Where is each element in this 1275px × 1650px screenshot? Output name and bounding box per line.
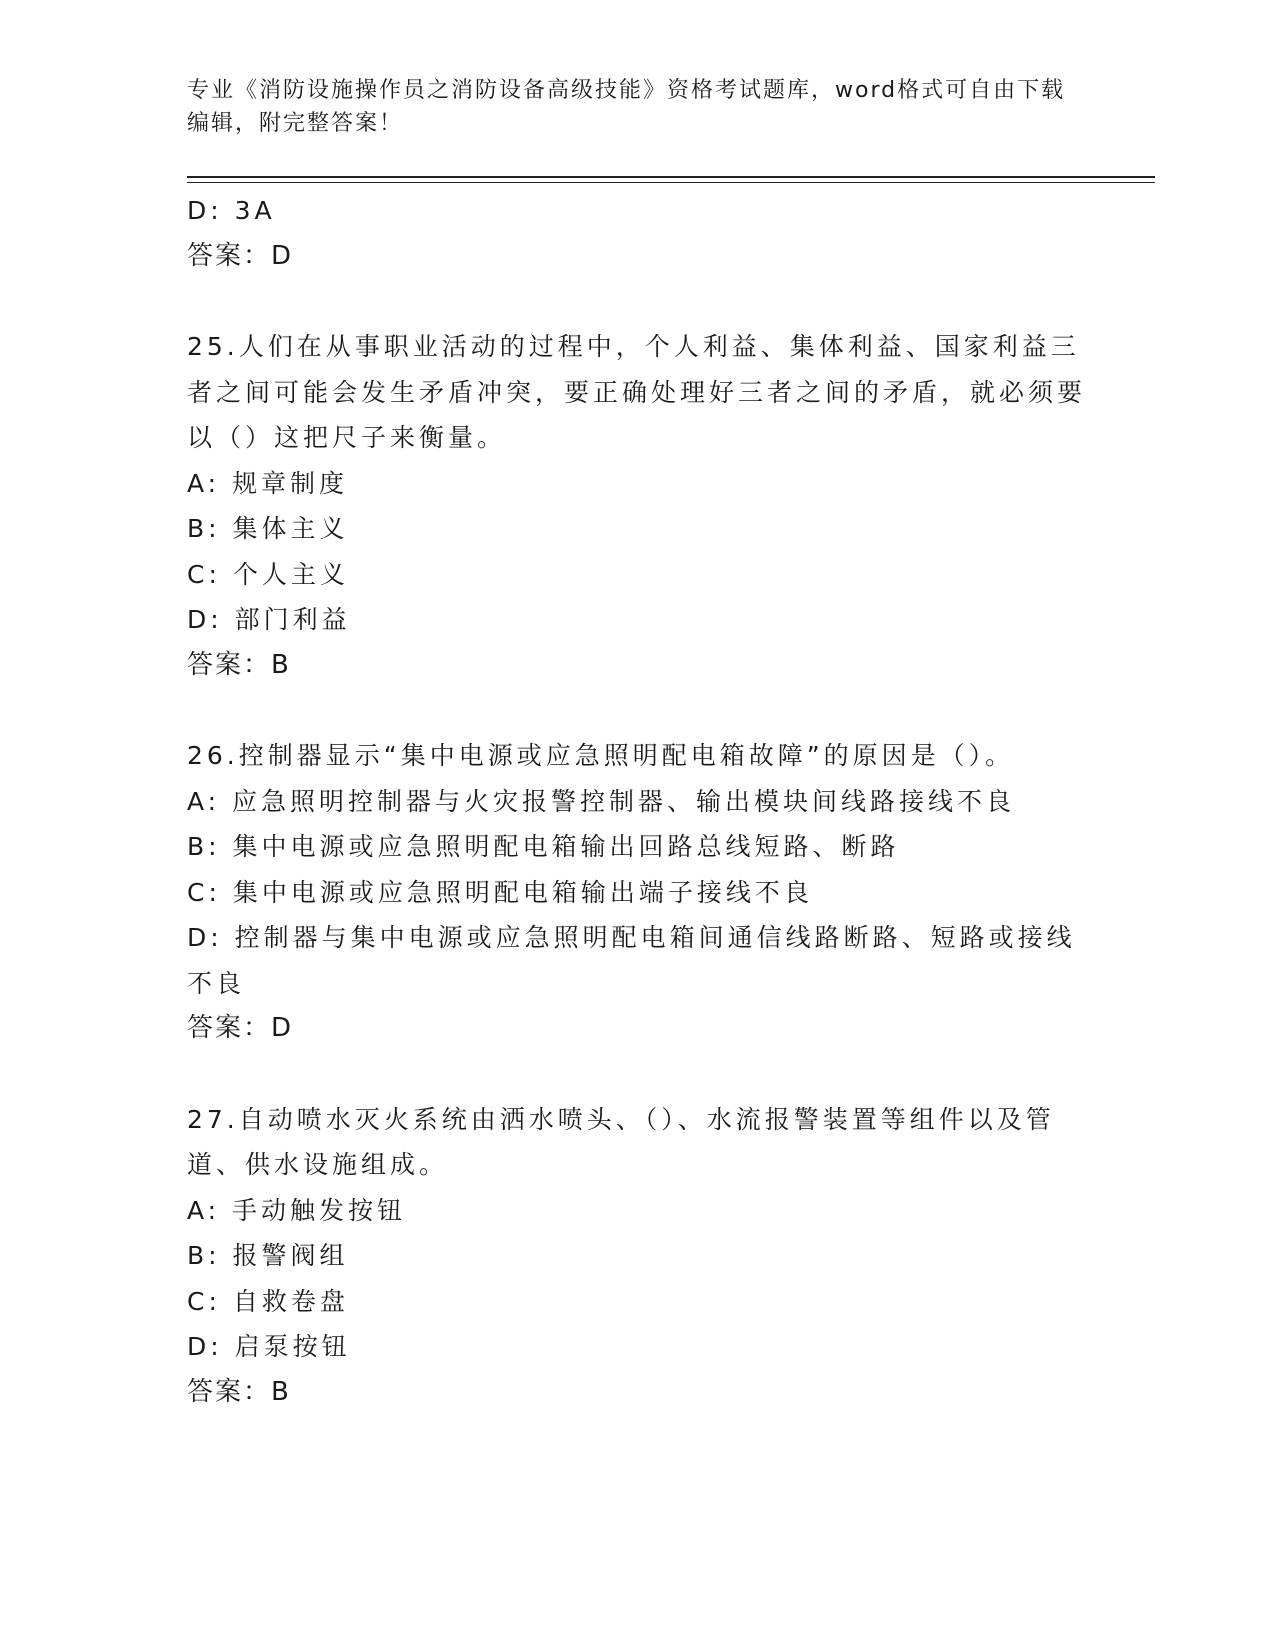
spacer xyxy=(187,1052,1087,1097)
option-c: C: 集中电源或应急照明配电箱输出端子接线不良 xyxy=(187,877,813,907)
question-26 xyxy=(187,733,1087,1052)
question-stem: 25.人们在从事职业活动的过程中，个人利益、集体利益、国家利益三者之间可能会发生矛盾冲突，要正确处理好三者之间的矛盾，就必须要以（）这把尺子来衡量。 xyxy=(187,332,1087,452)
question-27 xyxy=(187,1097,1087,1416)
option-a: A: 规章制度 xyxy=(187,468,349,498)
question-stem: 27.自动喷水灭火系统由洒水喷头、（）、水流报警装置等组件以及管道、供水设施组成。 xyxy=(187,1104,1055,1179)
answer: 答案：B xyxy=(187,1376,291,1407)
spacer xyxy=(187,279,1087,324)
option-c: C: 自救卷盘 xyxy=(187,1286,349,1316)
option-d: D: 部门利益 xyxy=(187,605,351,634)
option-c: C: 个人主义 xyxy=(187,559,349,589)
option-a: A: 手动触发按钮 xyxy=(187,1195,407,1225)
answer-prev: 答案：D xyxy=(187,240,294,271)
option-b: B: 集体主义 xyxy=(187,514,349,543)
spacer xyxy=(187,688,1087,733)
option-b: B: 报警阀组 xyxy=(187,1241,349,1270)
answer: 答案：D xyxy=(187,1013,294,1043)
document-header: 专业《消防设施操作员之消防设备高级技能》资格考试题库，word格式可自由下载编辑，附完整答案！ xyxy=(187,78,1066,136)
option-d: D: 控制器与集中电源或应急照明配电箱间通信线路断路、短路或接线不良 xyxy=(187,923,1076,998)
option-b: B: 集中电源或应急照明配电箱输出回路总线短路、断路 xyxy=(187,832,900,861)
question-stem: 26.控制器显示“集中电源或应急照明配电箱故障”的原因是（）。 xyxy=(187,741,1015,770)
question-content xyxy=(187,188,1087,1415)
option-a: A: 应急照明控制器与火灾报警控制器、输出模块间线路接线不良 xyxy=(187,786,1016,816)
option-d-prev: D: 3A xyxy=(187,196,276,225)
question-25 xyxy=(187,324,1087,688)
option-d: D: 启泵按钮 xyxy=(187,1332,351,1361)
header-divider-thick xyxy=(187,176,1155,178)
answer: 答案：B xyxy=(187,649,291,680)
document-page xyxy=(187,0,1155,1650)
header-divider-thin xyxy=(187,182,1155,183)
